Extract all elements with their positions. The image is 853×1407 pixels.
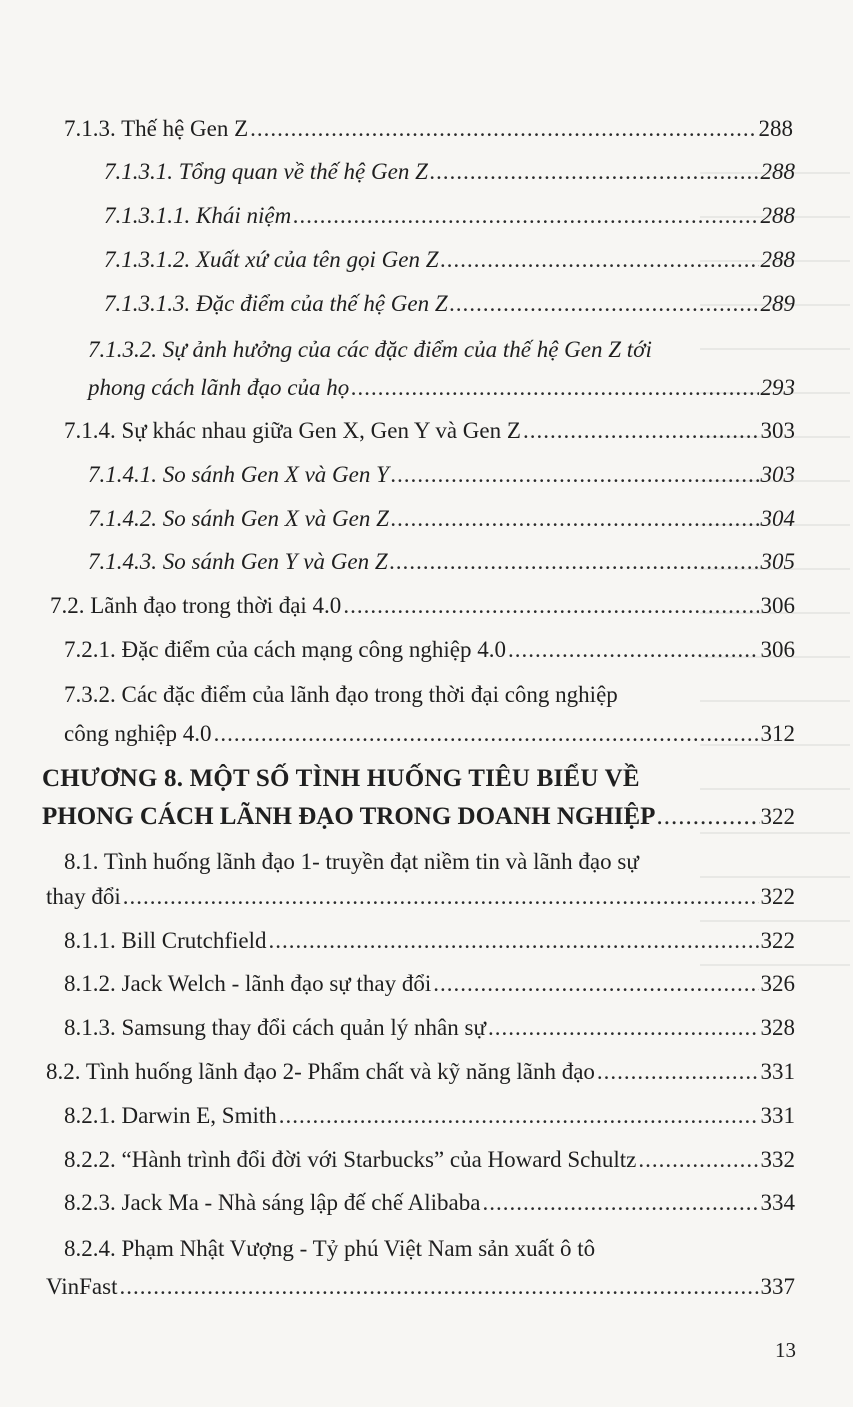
chapter-page: 322 [760, 804, 795, 829]
toc-entry [64, 719, 795, 749]
toc-entry-page: 305 [760, 549, 795, 574]
toc-entry-label: 8.2.3. Jack Ma - Nhà sáng lập đế chế Alibaba [64, 1190, 481, 1215]
toc-leader [119, 1272, 758, 1302]
toc-entry-first-line: 7.1.3.2. Sự ảnh hưởng của các đặc điểm của thế hệ Gen Z tới [88, 337, 652, 362]
toc-entry-page: 289 [760, 291, 795, 316]
toc-entry-label: 7.1.3.1. Tổng quan về thế hệ Gen Z [104, 159, 428, 184]
toc-entry-page: 288 [760, 247, 795, 272]
toc-entry-label: 7.1.3.1.2. Xuất xứ của tên gọi Gen Z [104, 247, 439, 272]
toc-entry [64, 1013, 795, 1043]
toc-entry [46, 882, 795, 912]
toc-entry-page: 303 [760, 418, 795, 443]
toc-entry [64, 1101, 795, 1131]
toc-entry [64, 416, 795, 446]
toc-leader [250, 114, 756, 144]
toc-entry [46, 1272, 795, 1302]
toc-leader [123, 882, 759, 912]
toc-entry-page: 306 [760, 593, 795, 618]
toc-entry-page: 304 [760, 506, 795, 531]
toc-entry-label: 7.1.3.1.1. Khái niệm [104, 203, 292, 228]
toc-entry-label: 7.2. Lãnh đạo trong thời đại 4.0 [50, 593, 342, 618]
toc-entry [46, 1057, 795, 1087]
toc-entry-label: 7.2.1. Đặc điểm của cách mạng công nghiệp 4.0 [64, 637, 506, 662]
toc-entry [64, 969, 795, 999]
toc-entry-page: 328 [760, 1015, 795, 1040]
toc-entry-page: 331 [760, 1103, 795, 1128]
toc-entry-page: 326 [760, 971, 795, 996]
toc-entry [88, 504, 795, 534]
toc-leader [279, 1101, 759, 1131]
toc-entry [64, 926, 795, 956]
toc-entry-label: 7.1.4.2. So sánh Gen X và Gen Z [88, 506, 389, 531]
toc-entry [64, 1145, 795, 1175]
toc-entry-label: 8.2.2. “Hành trình đổi đời với Starbucks” của Howard Schultz [64, 1147, 637, 1172]
toc-entry-label: 7.1.4. Sự khác nhau giữa Gen X, Gen Y và Gen Z [64, 418, 521, 443]
toc-entry-page: 306 [760, 637, 795, 662]
toc-leader [390, 547, 759, 577]
toc-entry-label: 8.2.1. Darwin E, Smith [64, 1103, 277, 1128]
toc-entry [64, 114, 793, 144]
toc-leader [214, 719, 759, 749]
toc-leader [293, 201, 758, 231]
toc-leader [343, 591, 758, 621]
chapter-heading-line1: CHƯƠNG 8. MỘT SỐ TÌNH HUỐNG TIÊU BIỂU VỀ [42, 765, 640, 792]
toc-entry-label: phong cách lãnh đạo của họ [88, 375, 350, 400]
toc-entry-label: thay đổi [46, 884, 121, 909]
toc-entry-label: 8.1.2. Jack Welch - lãnh đạo sự thay đổi [64, 971, 432, 996]
toc-leader [433, 969, 758, 999]
toc-leader [391, 460, 759, 490]
toc-leader [441, 245, 759, 275]
toc-entry-label: 7.1.4.1. So sánh Gen X và Gen Y [88, 462, 389, 487]
toc-leader [450, 289, 759, 319]
toc-leader [482, 1188, 758, 1218]
toc-entry-label: VinFast [46, 1274, 118, 1299]
toc-entry-label: công nghiệp 4.0 [64, 721, 212, 746]
toc-entry-label: 8.1.3. Samsung thay đổi cách quản lý nhân sự [64, 1015, 486, 1040]
toc-leader [488, 1013, 759, 1043]
toc-leader [391, 504, 759, 534]
toc-entry [88, 547, 795, 577]
toc-entry [88, 373, 795, 403]
page-number: 13 [775, 1338, 796, 1362]
toc-entry [104, 245, 795, 275]
toc-leader [351, 373, 758, 403]
toc-entry-label: 8.1.1. Bill Crutchfield [64, 928, 267, 953]
toc-entry-page: 322 [760, 928, 795, 953]
toc-entry-page: 337 [760, 1274, 795, 1299]
toc-leader [269, 926, 759, 956]
toc-entry [104, 289, 795, 319]
toc-entry-page: 303 [760, 462, 795, 487]
toc-entry-page: 288 [758, 116, 793, 141]
toc-leader [656, 800, 759, 834]
toc-entry-label: 7.1.4.3. So sánh Gen Y và Gen Z [88, 549, 388, 574]
chapter-heading-line2: PHONG CÁCH LÃNH ĐẠO TRONG DOANH NGHIỆP [42, 803, 656, 830]
toc-entry-label: 7.1.3. Thế hệ Gen Z [64, 116, 249, 141]
toc-entry [50, 591, 795, 621]
toc-entry-first-line: 8.1. Tình huống lãnh đạo 1- truyền đạt niềm tin và lãnh đạo sự [64, 849, 639, 874]
chapter-heading-entry [42, 800, 795, 834]
toc-entry-page: 322 [760, 884, 795, 909]
toc-entry [64, 635, 795, 665]
toc-entry-label: 8.2. Tình huống lãnh đạo 2- Phẩm chất và kỹ năng lãnh đạo [46, 1059, 595, 1084]
toc-entry-first-line: 8.2.4. Phạm Nhật Vượng - Tỷ phú Việt Nam sản xuất ô tô [64, 1236, 596, 1261]
toc-entry-page: 293 [760, 375, 795, 400]
toc-entry-label: 7.1.3.1.3. Đặc điểm của thế hệ Gen Z [104, 291, 448, 316]
toc-entry-page: 331 [760, 1059, 795, 1084]
toc-entry-page: 312 [760, 721, 795, 746]
toc-entry-page: 288 [760, 203, 795, 228]
toc-leader [430, 157, 759, 187]
toc-entry [104, 201, 795, 231]
toc-leader [523, 416, 759, 446]
toc-entry-page: 334 [760, 1190, 795, 1215]
toc-entry-page: 332 [760, 1147, 795, 1172]
toc-entry-page: 288 [760, 159, 795, 184]
toc-leader [508, 635, 759, 665]
toc-entry [88, 460, 795, 490]
toc-entry [104, 157, 795, 187]
toc-entry [64, 1188, 795, 1218]
toc-leader [597, 1057, 759, 1087]
toc-entry-first-line: 7.3.2. Các đặc điểm của lãnh đạo trong thời đại công nghiệp [64, 682, 618, 707]
toc-leader [638, 1145, 758, 1175]
